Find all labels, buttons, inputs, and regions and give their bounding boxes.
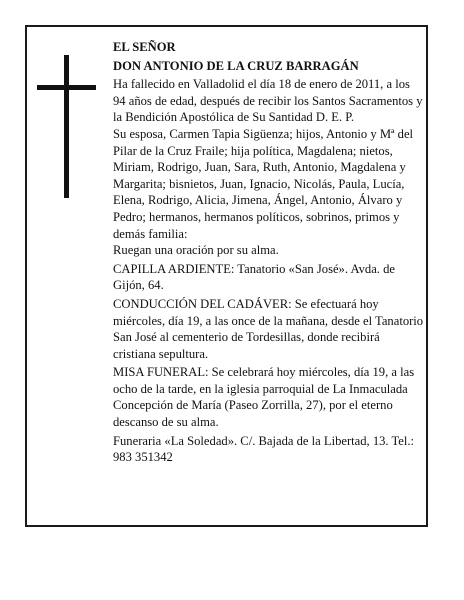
chapel-info: CAPILLA ARDIENTE: Tanatorio «San José». Avda. de Gijón, 64.	[113, 261, 395, 293]
procession-info: CONDUCCIÓN DEL CADÁVER: Se efectuará hoy miércoles, día 19, a las once de la mañana, desde el Tanatorio San José al cementerio de Tordesillas, donde recibirá cristiana sepultura.	[113, 296, 424, 361]
deceased-name: DON ANTONIO DE LA CRUZ BARRAGÁN	[113, 58, 359, 73]
cross-icon-vertical	[64, 55, 69, 198]
death-announcement: Ha fallecido en Valladolid el día 18 de enero de 2011, a los 94 años de edad, después de recibir los Santos Sacramentos y la Bendición Apostólica de Su Santidad D. E. P.	[113, 77, 423, 125]
funeral-home-info: Funeraria «La Soledad». C/. Bajada de la Libertad, 13. Tel.: 983 351342	[113, 433, 415, 465]
cross-icon-horizontal	[37, 85, 96, 90]
funeral-mass-info: MISA FUNERAL: Se celebrará hoy miércoles, día 19, a las ocho de la tarde, en la iglesia parroquial de La Inmaculada Concepción de María (Paseo Zorrilla, 27), por el eterno descanso de su alma.	[113, 365, 415, 430]
prayer-request: Ruegan una oración por su alma.	[113, 243, 279, 258]
notice-title: EL SEÑOR	[113, 40, 176, 54]
notice-body	[113, 39, 425, 468]
family-list: Su esposa, Carmen Tapia Sigüenza; hijos, Antonio y Mª del Pilar de la Cruz Fraile; hija política, Magdalena; nietos, Miriam, Rodrigo, Juan, Sara, Ruth, Antonio, Magdalena y Margarita; bisnietos, Juan, Ignacio, Nicolás, Paula, Lucía, Elena, Rodrigo, Alicia, Jimena, Ángel, Antonio, Álvaro y Pedro; hermanos, hermanos políticos, sobrinos, primos y demás familia:	[113, 126, 414, 241]
